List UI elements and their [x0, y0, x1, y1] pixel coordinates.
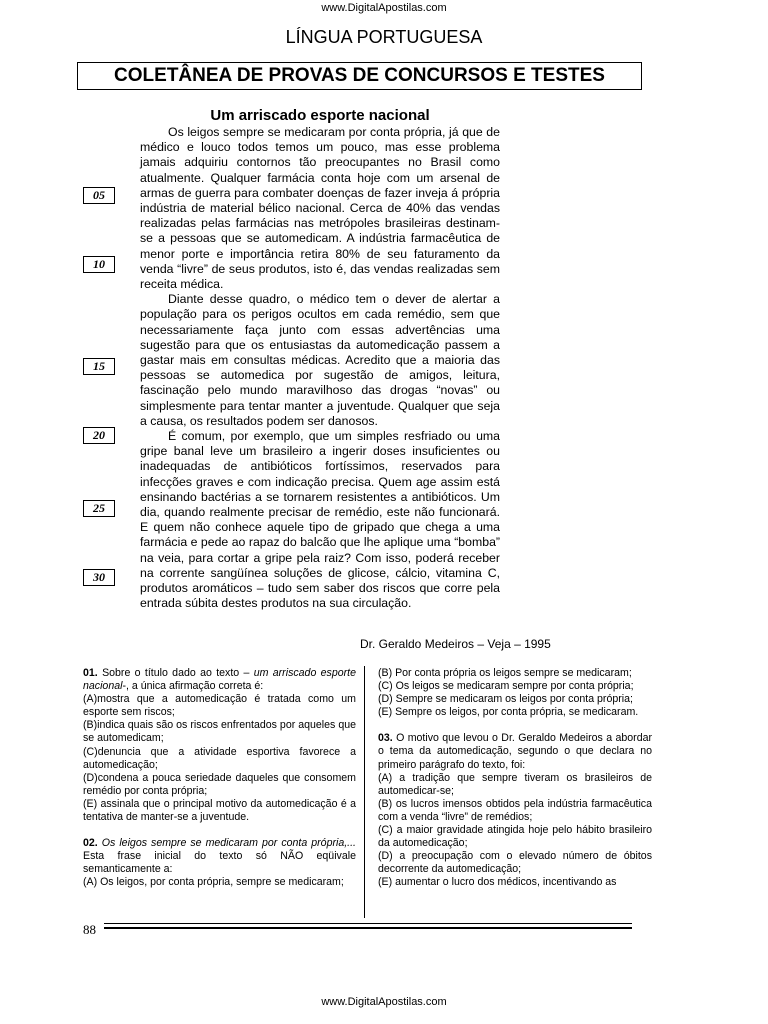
q03-option-c: (C) a maior gravidade atingida hoje pelo hábito brasileiro da automedicação; — [378, 824, 652, 850]
collection-banner: COLETÂNEA DE PROVAS DE CONCURSOS E TESTES — [77, 62, 642, 90]
q01-option-c: (C)denuncia que a atividade esportiva favorece a automedicação; — [83, 745, 356, 771]
question-03-stem — [378, 732, 652, 771]
q03-option-b: (B) os lucros imensos obtidos pela indústria farmacêutica com a venda “livre” de remédios; — [378, 797, 652, 823]
page-number: 88 — [83, 922, 96, 937]
paragraph-1: Os leigos sempre se medicaram por conta própria, já que de médico e louco todos temos um pouco, mas esse problema jamais adquiriu contornos tão preocupantes no Brasil como atualmente. Qualquer farmácia conta hoje com um arsenal de armas de guerra para combater doenças de fazer inveja á própria indústria de material bélico nacional. Cerca de 40% das vendas realizadas pelas farmácias nas metrópoles brasileiras destinam-se a pessoas que se automedicam. A indústria farmacêutica de menor porte e importância retira 80% de seu faturamento da venda “livre” de seus produtos, isto é, das vendas realizadas sem receita médica. — [140, 125, 500, 292]
questions-right-column — [378, 667, 652, 890]
stem-text: Sobre o título dado ao texto – — [97, 667, 254, 679]
q03-option-e: (E) aumentar o lucro dos médicos, incentivando as — [378, 876, 617, 889]
question-number: 02. — [83, 837, 98, 850]
q02-option-c: (C) Os leigos se medicaram sempre por conta própria; — [378, 680, 634, 693]
q01-option-b: (B)indica quais são os riscos enfrentados por aqueles que se automedicam; — [83, 719, 356, 745]
subject-heading: LÍNGUA PORTUGUESA — [285, 27, 483, 47]
question-number: 01. — [83, 667, 98, 679]
question-number: 03. — [378, 732, 393, 745]
q01-option-d: (D)condena a pouca seriedade daqueles que consomem remédio por conta própria; — [83, 771, 356, 797]
stem-quote: Os leigos sempre se medicaram por conta própria,... — [101, 837, 357, 850]
question-02-stem — [83, 837, 356, 876]
column-divider — [364, 666, 365, 918]
stem-text: -, a única afirmação correta é: — [122, 680, 264, 693]
q01-option-a: (A)mostra que a automedicação é tratada como um esporte sem riscos; — [83, 693, 356, 719]
attribution: Dr. Geraldo Medeiros – Veja – 1995 — [360, 637, 551, 651]
q02-option-b: (B) Por conta própria os leigos sempre se medicaram; — [378, 667, 632, 679]
stem-text: Esta frase inicial do texto só NÃO eqüivale semanticamente a: — [83, 850, 356, 876]
q02-option-a: (A) Os leigos, por conta própria, sempre se medicaram; — [83, 876, 344, 889]
q02-option-e: (E) Sempre os leigos, por conta própria, se medicaram. — [378, 706, 639, 719]
stem-quote: um arriscado esporte nacional — [83, 667, 356, 693]
line-number-30: 30 — [83, 569, 115, 586]
stem-text: O motivo que levou o Dr. Geraldo Medeiros a abordar o tema da automedicação, segundo o que declara no primeiro parágrafo do texto, foi: — [378, 732, 652, 771]
site-url-bottom: www.DigitalApostilas.com — [321, 996, 447, 1008]
site-url-top: www.DigitalApostilas.com — [321, 2, 447, 14]
q03-option-d: (D) a preocupação com o elevado número de óbitos decorrente da automedicação; — [378, 850, 652, 876]
question-01-stem — [83, 667, 356, 693]
q03-option-a: (A) a tradição que sempre tiveram os brasileiros de automedicar-se; — [378, 771, 652, 797]
footer-rule — [104, 923, 632, 924]
line-number-20: 20 — [83, 427, 115, 444]
text-title: Um arriscado esporte nacional — [210, 107, 430, 124]
paragraph-3: É comum, por exemplo, que um simples resfriado ou uma gripe banal leve um brasileiro a ingerir doses insuficientes ou inadequadas de antibióticos fortíssimos, reservados para infecções graves e com indicação precisa. Quem age assim está ensinando bactérias a se tornarem resistentes a antibióticos. Um dia, quando realmente precisar de remédio, este não funcionará. E quem não conhece aquele tipo de gripado que chega a uma farmácia e pede ao rapaz do balcão que lhe aplique uma “bomba” na veia, para cortar a gripe pela raiz? Com isso, poderá receber na corrente sangüínea soluções de glicose, cálcio, vitamina C, produtos aromáticos – tudo sem saber dos riscos que corre pela entrada súbita destes produtos na sua circulação. — [140, 429, 500, 611]
line-number-25: 25 — [83, 500, 115, 517]
q01-option-e: (E) assinala que o principal motivo da automedicação é a tentativa de manter-se a juventude. — [83, 797, 356, 824]
line-number-10: 10 — [83, 256, 115, 273]
questions-left-column — [83, 667, 356, 890]
footer-rule-thick — [104, 927, 632, 929]
q02-option-d: (D) Sempre se medicaram os leigos por conta própria; — [378, 693, 633, 706]
passage — [140, 125, 500, 612]
paragraph-2: Diante desse quadro, o médico tem o dever de alertar a população para os perigos ocultos em cada remédio, sem que necessariamente faça junto com essas advertências uma sugestão para que os entusiastas da automedicação passem a gastar mais em consultas médicas. Acredito que a maioria das pessoas se automedica por sugestão de amigos, leitura, fascinação pelo mundo maravilhoso das drogas “novas” ou simplesmente para tentar manter a juventude. Qualquer que seja a causa, os resultados podem ser danosos. — [140, 292, 500, 428]
line-number-15: 15 — [83, 358, 115, 375]
line-number-05: 05 — [83, 187, 115, 204]
